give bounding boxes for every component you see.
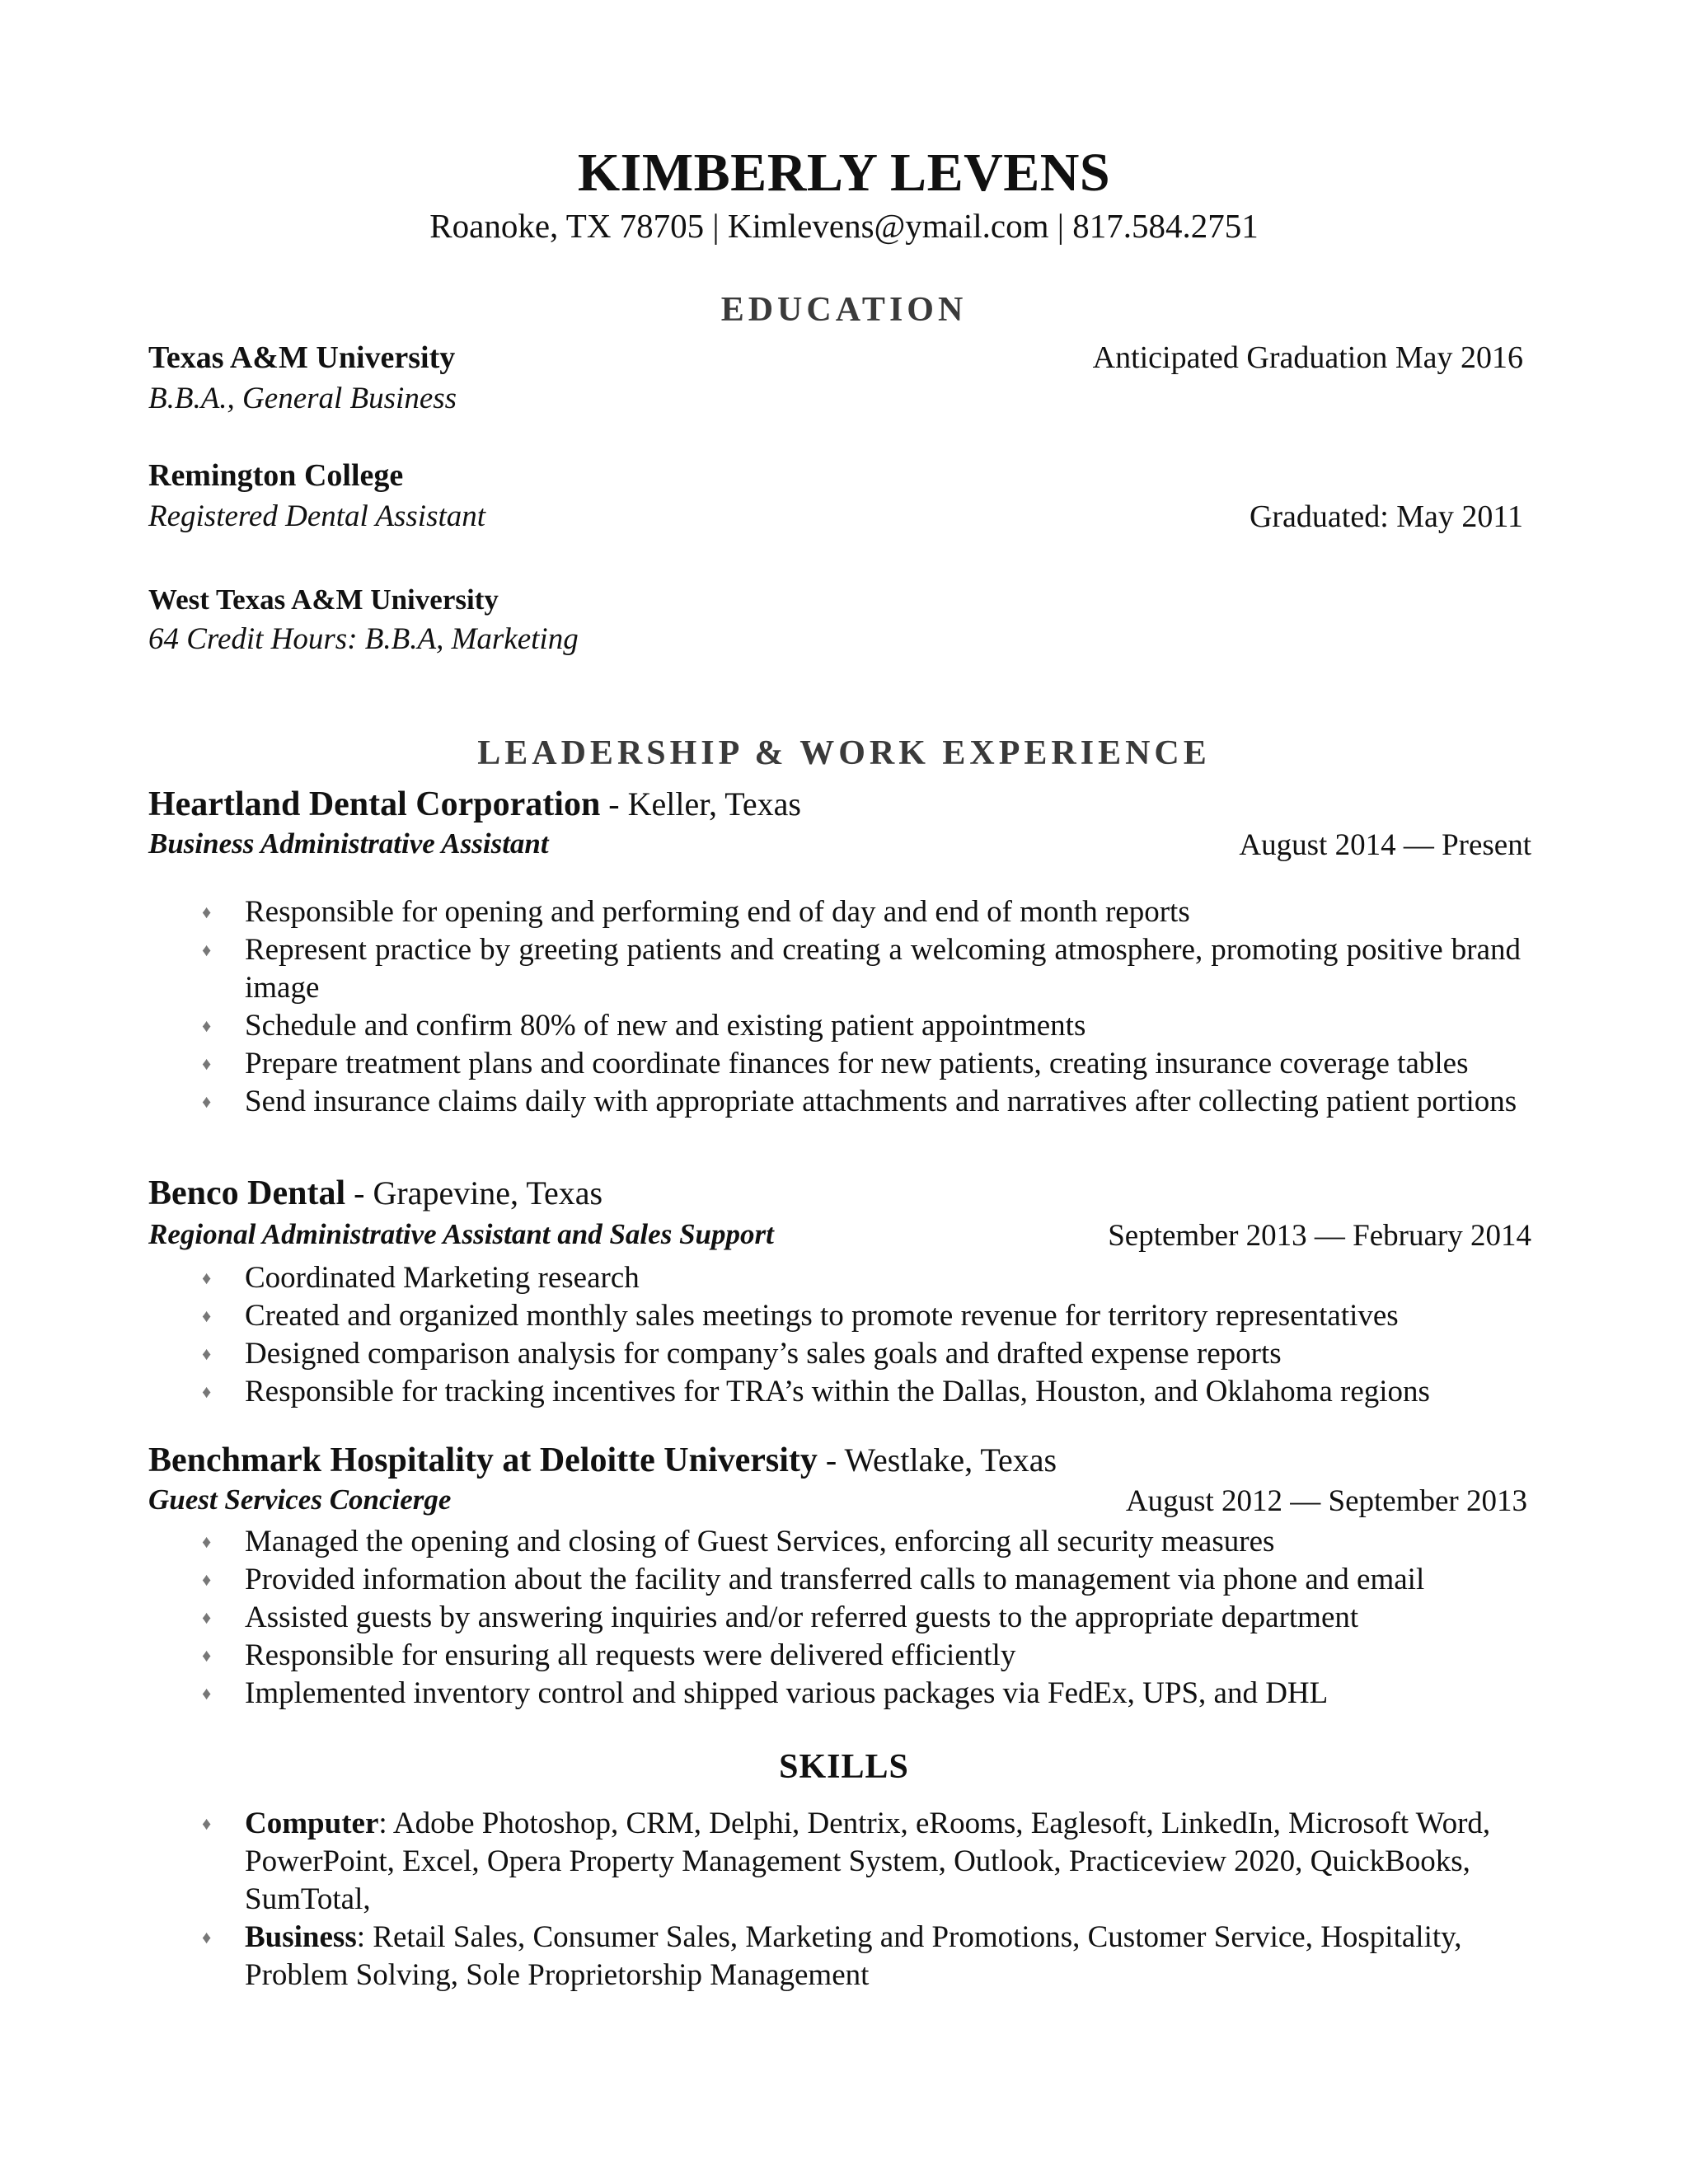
job-role: Guest Services Concierge <box>148 1483 452 1516</box>
candidate-name: KIMBERLY LEVENS <box>577 143 1111 203</box>
skills-heading: SKILLS <box>779 1748 909 1786</box>
list-item: ♦ Coordinated Marketing research <box>202 1259 1521 1297</box>
diamond-bullet-icon: ♦ <box>202 1053 212 1074</box>
list-item: ♦ Responsible for ensuring all requests were delivered efficiently <box>202 1637 1521 1675</box>
list-item: ♦ Send insurance claims daily with appropriate attachments and narratives after collecting patient portions <box>202 1083 1521 1121</box>
school-degree: B.B.A., General Business <box>148 382 457 415</box>
company-name: Benchmark Hospitality at Deloitte University <box>148 1441 818 1479</box>
list-item: ♦ Created and organized monthly sales meetings to promote revenue for territory representatives <box>202 1297 1521 1335</box>
diamond-bullet-icon: ♦ <box>202 940 212 960</box>
skill-label: Computer <box>245 1807 379 1840</box>
diamond-bullet-icon: ♦ <box>202 1569 212 1590</box>
school-degree: 64 Credit Hours: B.B.A, Marketing <box>148 622 579 656</box>
skill-text: : Adobe Photoshop, CRM, Delphi, Dentrix, eRooms, Eaglesoft, LinkedIn, Microsoft Word, PowerPoint, Excel, Opera Property Management System, Outlook, Practiceview 2020, QuickBooks, SumTotal, <box>245 1807 1491 1916</box>
job-dates: August 2014 — Present <box>1239 828 1531 862</box>
list-item: ♦ Prepare treatment plans and coordinate finances for new patients, creating insurance coverage tables <box>202 1045 1521 1083</box>
job-bullets <box>202 1259 1521 1411</box>
job-role: Business Administrative Assistant <box>148 827 549 860</box>
list-item <box>202 1919 1504 1994</box>
job-role: Regional Administrative Assistant and Sales Support <box>148 1218 774 1250</box>
list-item: ♦ Assisted guests by answering inquiries and/or referred guests to the appropriate department <box>202 1599 1521 1637</box>
list-item: ♦ Responsible for opening and performing end of day and end of month reports <box>202 893 1521 931</box>
school-degree: Registered Dental Assistant <box>148 499 486 533</box>
job-bullets <box>202 893 1521 1121</box>
job-company <box>148 1441 1057 1480</box>
list-item: ♦ Responsible for tracking incentives for TRA’s within the Dallas, Houston, and Oklahoma regions <box>202 1373 1521 1411</box>
school-date: Graduated: May 2011 <box>1249 499 1523 534</box>
job-company <box>148 785 801 824</box>
diamond-bullet-icon: ♦ <box>202 1381 212 1402</box>
school-name: West Texas A&M University <box>148 583 499 616</box>
contact-line: Roanoke, TX 78705 | Kimlevens@ymail.com | 817.584.2751 <box>429 207 1259 245</box>
company-location: - Keller, Texas <box>600 785 801 823</box>
list-item: ♦ Represent practice by greeting patients and creating a welcoming atmosphere, promoting positive brand image <box>202 933 1521 1005</box>
experience-heading: LEADERSHIP & WORK EXPERIENCE <box>477 734 1211 772</box>
list-item: ♦ Implemented inventory control and shipped various packages via FedEx, UPS, and DHL <box>202 1675 1521 1713</box>
job-bullets <box>202 1523 1521 1713</box>
school-name: Texas A&M University <box>148 340 456 375</box>
diamond-bullet-icon: ♦ <box>202 1305 212 1326</box>
job-dates: August 2012 — September 2013 <box>1125 1484 1527 1518</box>
diamond-bullet-icon: ♦ <box>202 1927 212 1947</box>
diamond-bullet-icon: ♦ <box>202 1813 212 1834</box>
diamond-bullet-icon: ♦ <box>202 902 212 922</box>
list-item: ♦ Provided information about the facility and transferred calls to management via phone and email <box>202 1561 1521 1599</box>
diamond-bullet-icon: ♦ <box>202 1268 212 1288</box>
company-name: Benco Dental <box>148 1174 346 1212</box>
list-item <box>202 1805 1504 1919</box>
job-company <box>148 1174 603 1213</box>
education-heading: EDUCATION <box>720 291 968 329</box>
diamond-bullet-icon: ♦ <box>202 1531 212 1552</box>
list-item: ♦ Schedule and confirm 80% of new and existing patient appointments <box>202 1007 1521 1045</box>
company-location: - Westlake, Texas <box>817 1441 1057 1479</box>
diamond-bullet-icon: ♦ <box>202 1343 212 1364</box>
company-name: Heartland Dental Corporation <box>148 785 601 823</box>
diamond-bullet-icon: ♦ <box>202 1683 212 1704</box>
skill-text: : Retail Sales, Consumer Sales, Marketing and Promotions, Customer Service, Hospitality, Problem Solving, Sole Proprietorship Management <box>245 1920 1462 1992</box>
skill-label: Business <box>245 1920 357 1954</box>
company-location: - Grapevine, Texas <box>345 1174 603 1212</box>
job-dates: September 2013 — February 2014 <box>1108 1219 1531 1253</box>
list-item: ♦ Designed comparison analysis for company’s sales goals and drafted expense reports <box>202 1335 1521 1373</box>
skills-list <box>202 1805 1504 1994</box>
school-date: Anticipated Graduation May 2016 <box>1092 340 1523 375</box>
diamond-bullet-icon: ♦ <box>202 1091 212 1112</box>
diamond-bullet-icon: ♦ <box>202 1607 212 1628</box>
list-item: ♦ Managed the opening and closing of Guest Services, enforcing all security measures <box>202 1523 1521 1561</box>
school-name: Remington College <box>148 458 404 493</box>
diamond-bullet-icon: ♦ <box>202 1015 212 1036</box>
diamond-bullet-icon: ♦ <box>202 1645 212 1666</box>
